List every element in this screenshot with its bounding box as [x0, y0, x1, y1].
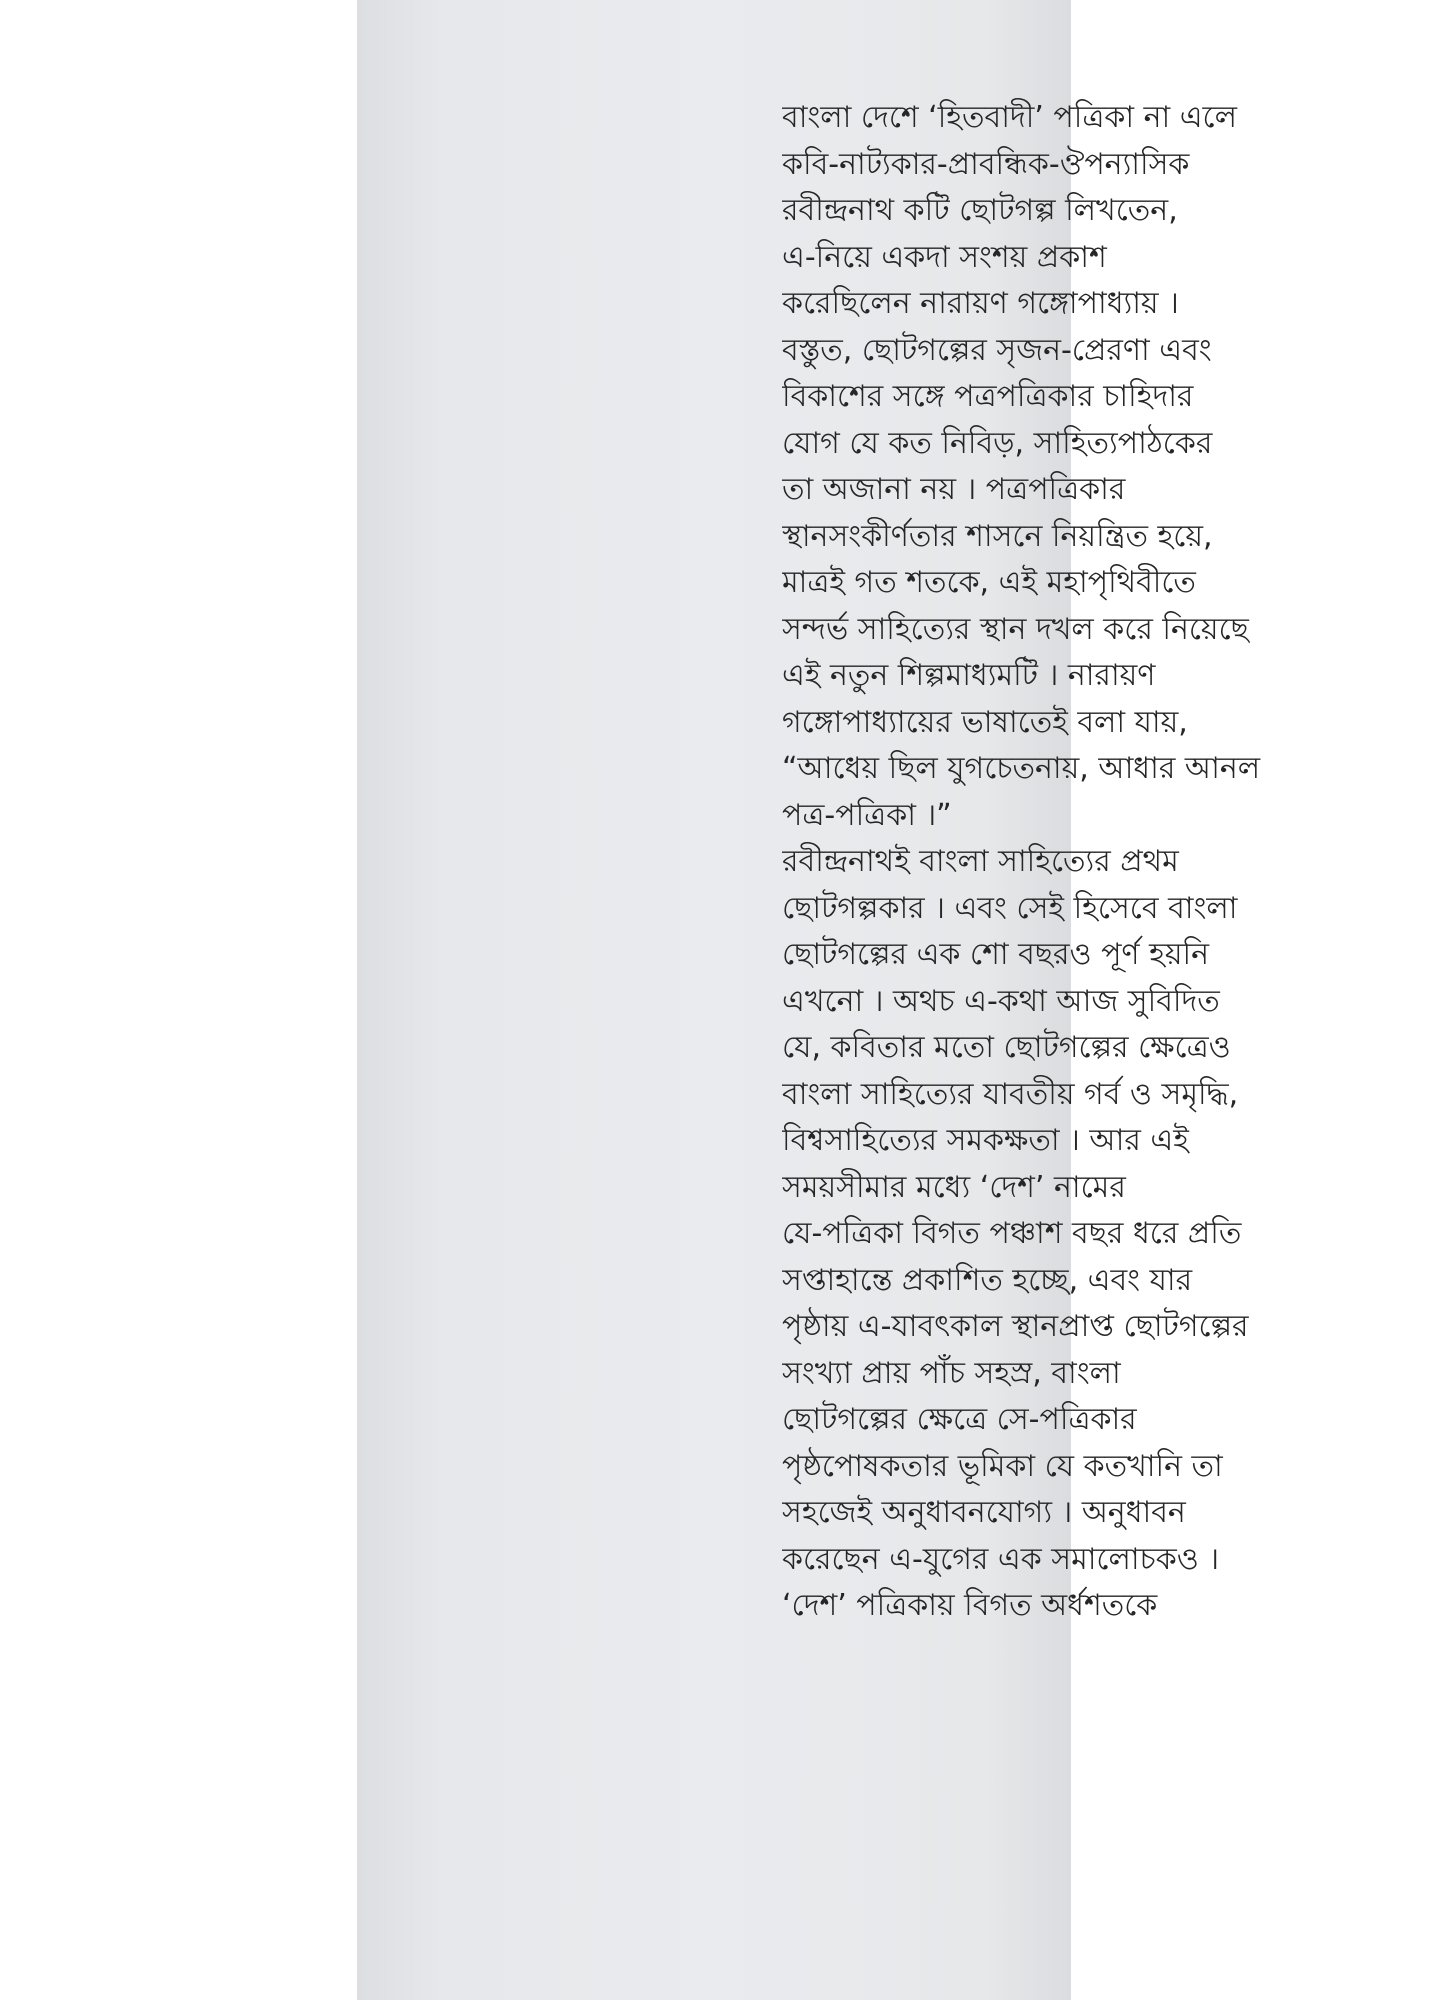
text-line: এখনো । অথচ এ-কথা আজ সুবিদিত — [782, 983, 1220, 1019]
text-line: করেছেন এ-যুগের এক সমালোচকও । — [782, 1541, 1220, 1577]
text-line: সময়সীমার মধ্যে ‘দেশ’ নামের — [782, 1169, 1126, 1205]
text-line: পৃষ্ঠপোষকতার ভূমিকা যে কতখানি তা — [782, 1448, 1223, 1484]
text-line: রবীন্দ্রনাথ কটি ছোটগল্প লিখতেন, — [782, 193, 1178, 228]
text-line: বাংলা দেশে ‘হিতবাদী’ পত্রিকা না এলে — [782, 100, 1237, 135]
text-line: সংখ্যা প্রায় পাঁচ সহস্র, বাংলা — [782, 1355, 1121, 1391]
text-line: তা অজানা নয় । পত্রপত্রিকার — [782, 472, 1126, 507]
text-line: বিকাশের সঙ্গে পত্রপত্রিকার চাহিদার — [782, 379, 1194, 414]
text-line: এ-নিয়ে একদা সংশয় প্রকাশ — [782, 239, 1107, 275]
text-line: গঙ্গোপাধ্যায়ের ভাষাতেই বলা যায়, — [782, 704, 1188, 740]
text-line: সন্দর্ভ সাহিত্যের স্থান দখল করে নিয়েছে — [782, 611, 1249, 647]
text-line: রবীন্দ্রনাথই বাংলা সাহিত্যের প্রথম — [782, 844, 1179, 879]
text-line: বিশ্বসাহিত্যের সমকক্ষতা । আর এই — [782, 1123, 1189, 1158]
text-line: বস্তুত, ছোটগল্পের সৃজন-প্রেরণা এবং — [782, 332, 1212, 368]
book-flap-panel — [357, 0, 1261, 2000]
flap-text-block — [782, 95, 1402, 1630]
text-line: এই নতুন শিল্পমাধ্যমটি । নারায়ণ — [782, 658, 1156, 693]
text-line: মাত্রই গত শতকে, এই মহাপৃথিবীতে — [782, 565, 1196, 600]
text-line: ছোটগল্পকার । এবং সেই হিসেবে বাংলা — [782, 890, 1238, 926]
text-line: সহজেই অনুধাবনযোগ্য । অনুধাবন — [782, 1495, 1186, 1530]
text-line: “আধেয় ছিল যুগচেতনায়, আধার আনল — [782, 751, 1261, 786]
text-line: পৃষ্ঠায় এ-যাবৎকাল স্থানপ্রাপ্ত ছোটগল্পের — [782, 1309, 1249, 1344]
text-line: যে, কবিতার মতো ছোটগল্পের ক্ষেত্রেও — [782, 1030, 1231, 1065]
text-line: বাংলা সাহিত্যের যাবতীয় গর্ব ও সমৃদ্ধি, — [782, 1076, 1239, 1112]
text-line: ছোটগল্পের এক শো বছরও পূর্ণ হয়নি — [782, 937, 1210, 972]
text-line: ‘দেশ’ পত্রিকায় বিগত অর্ধশতকে — [782, 1588, 1158, 1623]
text-line: সপ্তাহান্তে প্রকাশিত হচ্ছে, এবং যার — [782, 1262, 1193, 1298]
text-line: স্থানসংকীর্ণতার শাসনে নিয়ন্ত্রিত হয়ে, — [782, 518, 1213, 554]
text-line: ছোটগল্পের ক্ষেত্রে সে-পত্রিকার — [782, 1402, 1137, 1437]
text-line: করেছিলেন নারায়ণ গঙ্গোপাধ্যায় । — [782, 286, 1179, 321]
text-line: যে-পত্রিকা বিগত পঞ্চাশ বছর ধরে প্রতি — [782, 1216, 1242, 1251]
text-line: যোগ যে কত নিবিড়, সাহিত্যপাঠকের — [782, 425, 1213, 461]
text-line: কবি-নাট্যকার-প্রাবন্ধিক-ঔপন্যাসিক — [782, 146, 1190, 182]
text-line: পত্র-পত্রিকা ।” — [782, 797, 952, 833]
